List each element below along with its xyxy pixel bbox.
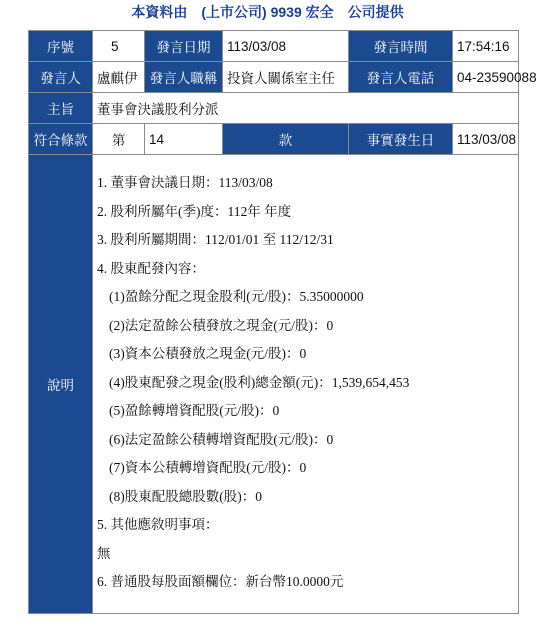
seq-value: 5: [93, 31, 145, 62]
desc-line: 無: [97, 545, 111, 561]
speaker-title-value: 投資人關係室主任: [223, 62, 349, 93]
desc-line: 6. 普通股每股面額欄位：新台幣10.0000元: [97, 574, 344, 589]
desc-line: (5)盈餘轉增資配股(元/股)：0: [109, 403, 280, 418]
date-label: 發言日期: [145, 31, 223, 62]
speaker-label: 發言人: [29, 62, 93, 93]
desc-line: 3. 股利所屬期間：112/01/01 至 112/12/31: [97, 232, 334, 247]
desc-line: (4)股東配發之現金(股利)總金額(元)：1,539,654,453: [109, 374, 410, 390]
row-subject: [29, 93, 519, 124]
desc-line: (1)盈餘分配之現金股利(元/股)：5.35000000: [109, 289, 364, 304]
clause-label: 符合條款: [29, 124, 93, 155]
desc-line: 2. 股利所屬年(季)度：112年 年度: [97, 203, 292, 219]
event-date-label: 事實發生日: [349, 124, 453, 155]
desc-line: 4. 股東配發內容：: [97, 260, 205, 276]
clause-number: 14: [145, 124, 223, 155]
speaker-title-label: 發言人職稱: [145, 62, 223, 93]
speaker-phone-value: 04-23590088: [453, 62, 519, 93]
time-label: 發言時間: [349, 31, 453, 62]
row-description: [29, 155, 519, 614]
seq-label: 序號: [29, 31, 93, 62]
desc-line: 5. 其他應敘明事項：: [97, 517, 219, 532]
speaker-phone-label: 發言人電話: [349, 62, 453, 93]
desc-line: (8)股東配股總股數(股)：0: [109, 488, 262, 504]
row-clause: [29, 124, 519, 155]
page-title: 本資料由 (上市公司) 9939 宏全 公司提供: [131, 4, 404, 20]
row-speaker: [29, 62, 519, 93]
desc-line: 1. 董事會決議日期：113/03/08: [97, 175, 273, 190]
speaker-value: 盧麒伊: [93, 62, 145, 93]
desc-line: (3)資本公積發放之現金(元/股)：0: [109, 346, 307, 361]
desc-line: (2)法定盈餘公積發放之現金(元/股)：0: [109, 317, 334, 333]
clause-kuan: 款: [223, 124, 349, 155]
announcement-table: [28, 30, 537, 614]
subject-value: 董事會決議股利分派: [93, 93, 519, 124]
date-value: 113/03/08: [223, 31, 349, 62]
desc-line: (7)資本公積轉增資配股(元/股)：0: [109, 460, 307, 475]
description-label: 說明: [29, 155, 93, 614]
event-date-value: 113/03/08: [453, 124, 519, 155]
description-content: [93, 155, 519, 614]
row-sequence-date-time: [29, 31, 519, 62]
time-value: 17:54:16: [453, 31, 519, 62]
subject-label: 主旨: [29, 93, 93, 124]
desc-line: (6)法定盈餘公積轉增資配股(元/股)：0: [109, 431, 334, 447]
clause-di: 第: [93, 124, 145, 155]
